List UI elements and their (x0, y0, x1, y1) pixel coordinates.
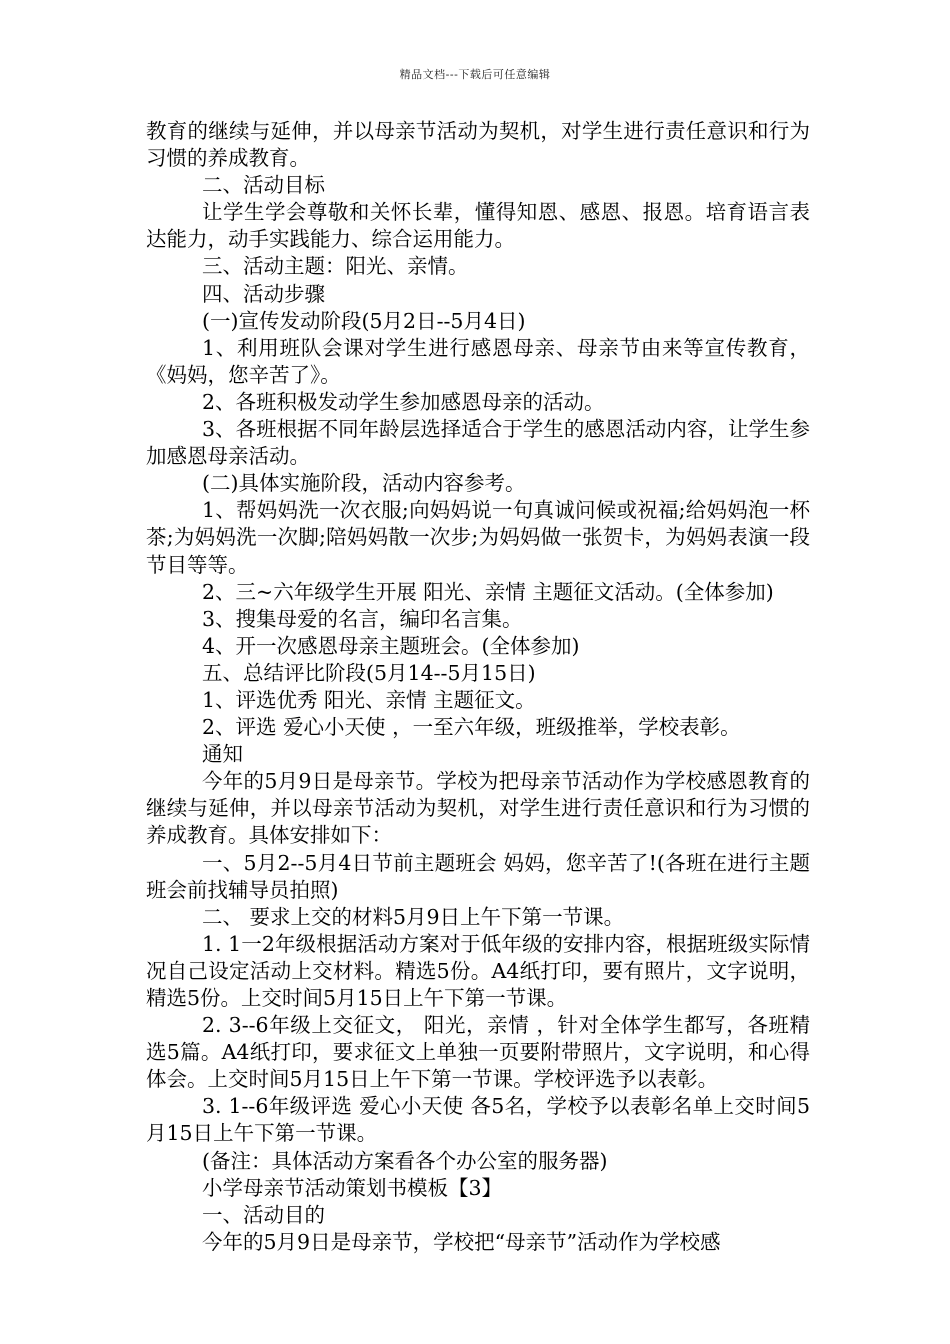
paragraph: 1、利用班队会课对学生进行感恩母亲、母亲节由来等宣传教育，《妈妈，您辛苦了》。 (146, 335, 810, 387)
paragraph: 2. 3--6年级上交征文， 阳光，亲情 ，针对全体学生都写，各班精选5篇。A4纸打印，要求征文上单独一页要附带照片，文字说明，和心得体会。上交时间5月15日上午下第一节课。学校评选予以表彰。 (146, 1013, 810, 1092)
paragraph: 1、评选优秀 阳光、亲情 主题征文。 (202, 687, 536, 712)
document-body (146, 118, 810, 1256)
paragraph: 二、 要求上交的材料5月9日上午下第一节课。 (202, 904, 625, 929)
paragraph: 让学生学会尊敬和关怀长辈，懂得知恩、感恩、报恩。培育语言表达能力，动手实践能力、综合运用能力。 (146, 200, 810, 252)
paragraph: 五、总结评比阶段(5月14--5月15日) (202, 660, 536, 685)
paragraph: 2、三~六年级学生开展 阳光、亲情 主题征文活动。(全体参加) (202, 579, 774, 604)
paragraph: 三、活动主题：阳光、亲情。 (202, 254, 469, 279)
paragraph: 3、各班根据不同年龄层选择适合于学生的感恩活动内容，让学生参加感恩母亲活动。 (146, 417, 810, 469)
paragraph: 一、5月2--5月4日节前主题班会 妈妈，您辛苦了!(各班在进行主题班会前找辅导员拍照) (146, 850, 810, 902)
paragraph: 二、活动目标 (202, 173, 325, 198)
paragraph: 教育的继续与延伸，并以母亲节活动为契机，对学生进行责任意识和行为习惯的养成教育。 (146, 119, 810, 171)
paragraph: 四、活动步骤 (202, 281, 325, 306)
paragraph: (二)具体实施阶段，活动内容参考。 (202, 471, 526, 496)
paragraph: 今年的5月9日是母亲节。学校为把母亲节活动作为学校感恩教育的继续与延伸，并以母亲节活动为契机，对学生进行责任意识和行为习惯的养成教育。具体安排如下： (146, 769, 810, 848)
paragraph: (一)宣传发动阶段(5月2日--5月4日) (202, 308, 526, 333)
paragraph: 通知 (202, 742, 243, 767)
paragraph: 3、搜集母爱的名言，编印名言集。 (202, 606, 523, 631)
paragraph: 2、评选 爱心小天使 ，一至六年级，班级推举，学校表彰。 (202, 715, 741, 740)
paragraph: 小学母亲节活动策划书模板【3】 (202, 1175, 503, 1200)
paragraph: 1. 1一2年级根据活动方案对于低年级的安排内容，根据班级实际情况自己设定活动上交材料。精选5份。A4纸打印，要有照片，文字说明，精选5份。上交时间5月15日上午下第一节课。 (146, 931, 810, 1010)
paragraph: 1、帮妈妈洗一次衣服;向妈妈说一句真诚问候或祝福;给妈妈泡一杯茶;为妈妈洗一次脚;陪妈妈散一次步;为妈妈做一张贺卡，为妈妈表演一段节目等等。 (146, 498, 810, 577)
paragraph: 3. 1--6年级评选 爱心小天使 各5名，学校予以表彰名单上交时间5月15日上午下第一节课。 (146, 1094, 810, 1146)
paragraph: (备注：具体活动方案看各个办公室的服务器) (202, 1148, 608, 1173)
paragraph: 一、活动目的 (202, 1202, 325, 1227)
paragraph: 2、各班积极发动学生参加感恩母亲的活动。 (202, 389, 605, 414)
paragraph: 今年的5月9日是母亲节，学校把“母亲节”活动作为学校感 (202, 1229, 721, 1254)
paragraph: 4、开一次感恩母亲主题班会。(全体参加) (202, 633, 580, 658)
page-header: 精品文档---下载后可任意编辑 (399, 68, 551, 81)
